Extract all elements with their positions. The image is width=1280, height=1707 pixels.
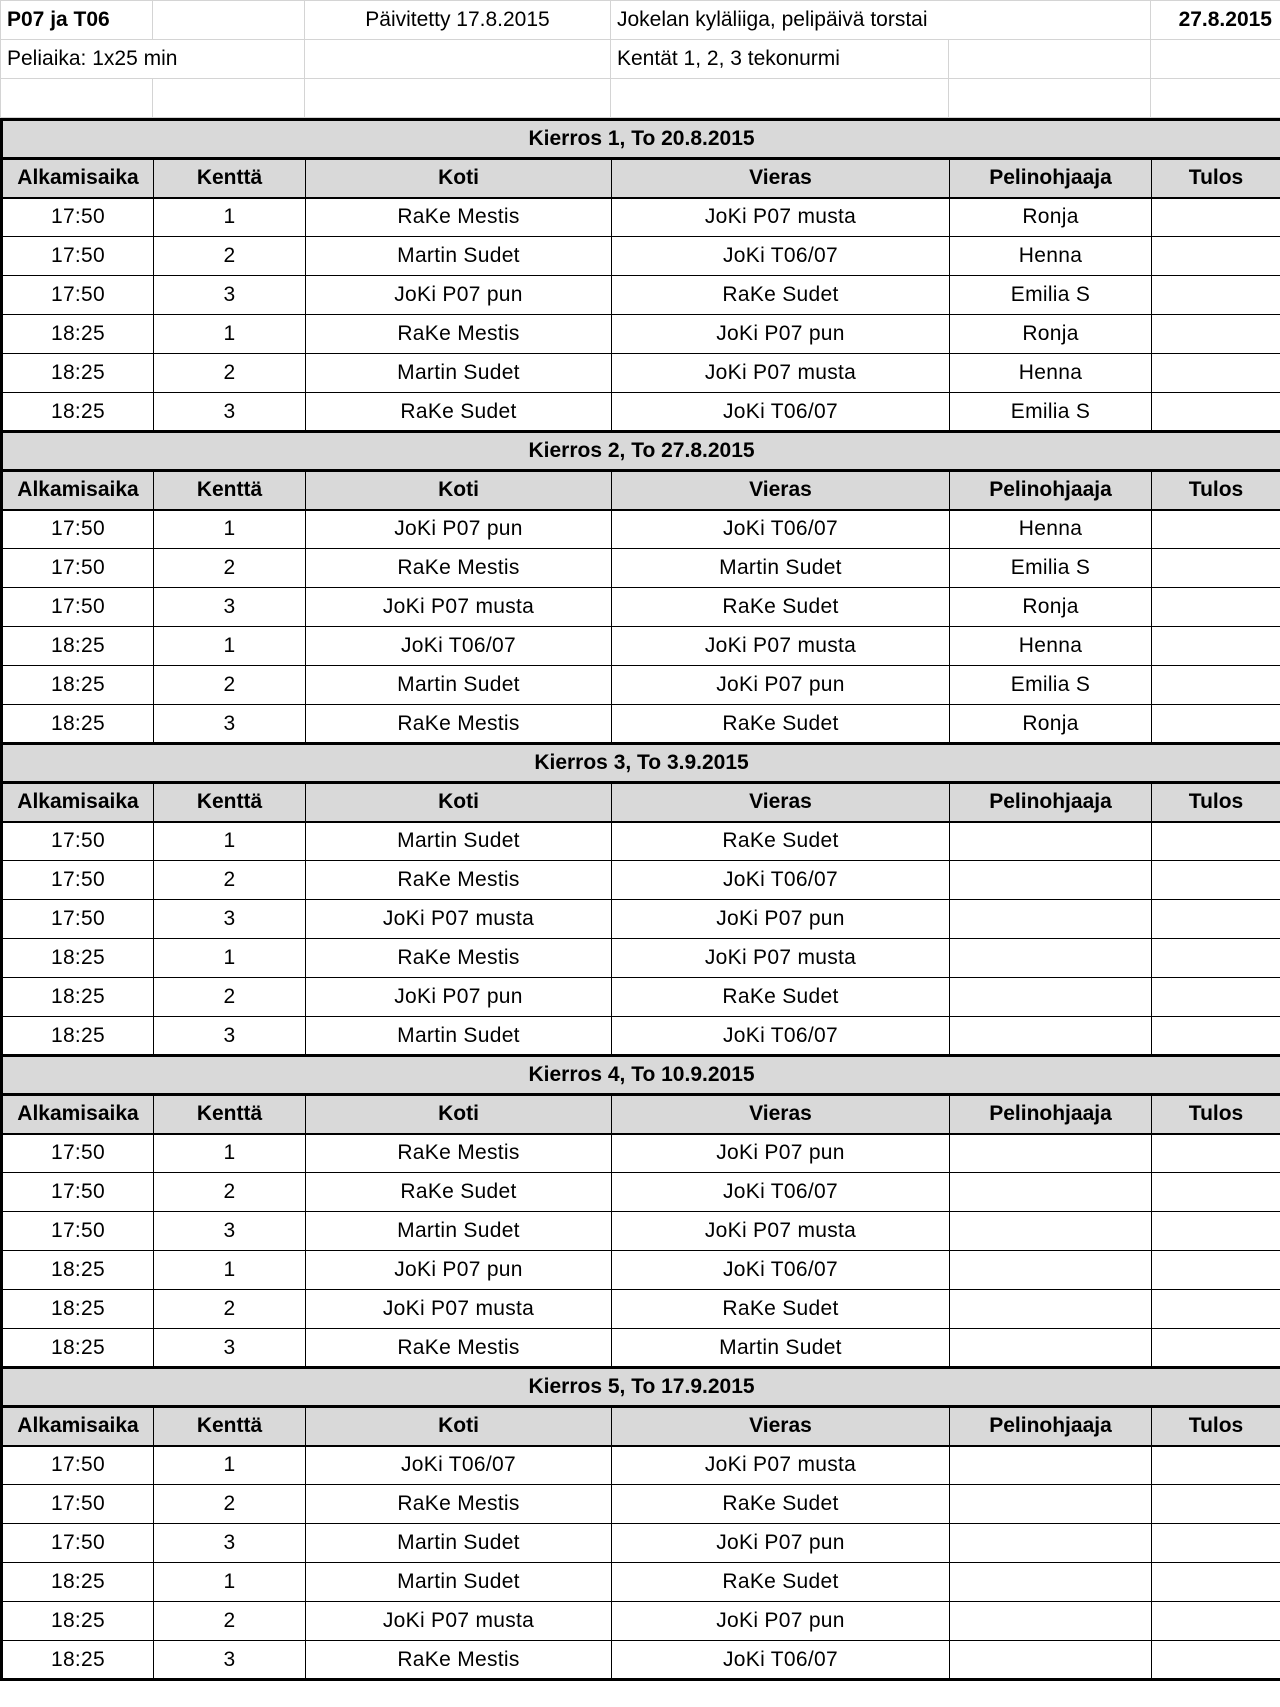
referee-cell[interactable] <box>950 1212 1152 1251</box>
field-cell[interactable]: 2 <box>154 549 306 588</box>
game-row <box>2 276 1280 315</box>
field-cell[interactable]: 3 <box>154 1329 306 1368</box>
referee-cell[interactable] <box>950 1329 1152 1368</box>
home-team-cell[interactable]: RaKe Mestis <box>306 939 612 978</box>
result-cell[interactable] <box>1152 276 1280 315</box>
fields-info[interactable]: Kentät 1, 2, 3 tekonurmi <box>611 40 949 79</box>
game-row <box>2 549 1280 588</box>
column-header-row <box>2 471 1280 510</box>
game-row <box>2 861 1280 900</box>
result-cell[interactable] <box>1152 1134 1280 1173</box>
referee-cell[interactable] <box>950 1134 1152 1173</box>
game-row <box>2 315 1280 354</box>
field-cell[interactable]: 2 <box>154 1290 306 1329</box>
column-header-start-time[interactable]: Alkamisaika <box>2 471 154 510</box>
empty-cell[interactable] <box>1 79 153 118</box>
start-time-cell[interactable]: 17:50 <box>2 1524 154 1563</box>
away-team-cell[interactable]: RaKe Sudet <box>612 978 950 1017</box>
column-header-home[interactable]: Koti <box>306 159 612 198</box>
game-row <box>2 354 1280 393</box>
start-time-cell[interactable]: 18:25 <box>2 1329 154 1368</box>
start-time-cell[interactable]: 18:25 <box>2 1602 154 1641</box>
away-team-cell[interactable]: JoKi T06/07 <box>612 1173 950 1212</box>
round-title-row <box>2 1368 1280 1407</box>
home-team-cell[interactable]: JoKi P07 musta <box>306 1290 612 1329</box>
referee-cell[interactable] <box>950 1641 1152 1680</box>
away-team-cell[interactable]: JoKi P07 musta <box>612 1212 950 1251</box>
column-header-referee[interactable]: Pelinohjaaja <box>950 783 1152 822</box>
round-title[interactable]: Kierros 5, To 17.9.2015 <box>2 1368 1280 1407</box>
column-header-result[interactable]: Tulos <box>1152 471 1280 510</box>
column-header-field[interactable]: Kenttä <box>154 1407 306 1446</box>
game-row <box>2 1290 1280 1329</box>
start-time-cell[interactable]: 17:50 <box>2 510 154 549</box>
result-cell[interactable] <box>1152 1524 1280 1563</box>
game-row <box>2 393 1280 432</box>
empty-cell[interactable] <box>1151 79 1280 118</box>
start-time-cell[interactable]: 18:25 <box>2 705 154 744</box>
referee-cell[interactable] <box>950 1173 1152 1212</box>
referee-cell[interactable] <box>950 1485 1152 1524</box>
header-row-1 <box>1 1 1280 40</box>
home-team-cell[interactable]: RaKe Mestis <box>306 1641 612 1680</box>
game-row <box>2 627 1280 666</box>
home-team-cell[interactable]: RaKe Sudet <box>306 393 612 432</box>
field-cell[interactable]: 2 <box>154 861 306 900</box>
away-team-cell[interactable]: JoKi T06/07 <box>612 1017 950 1056</box>
start-time-cell[interactable]: 17:50 <box>2 1485 154 1524</box>
home-team-cell[interactable]: RaKe Mestis <box>306 861 612 900</box>
home-team-cell[interactable]: JoKi P07 musta <box>306 588 612 627</box>
result-cell[interactable] <box>1152 1641 1280 1680</box>
start-time-cell[interactable]: 18:25 <box>2 354 154 393</box>
game-row <box>2 822 1280 861</box>
column-header-start-time[interactable]: Alkamisaika <box>2 1407 154 1446</box>
column-header-row <box>2 1095 1280 1134</box>
column-header-field[interactable]: Kenttä <box>154 159 306 198</box>
column-header-away[interactable]: Vieras <box>612 1095 950 1134</box>
referee-cell[interactable] <box>950 900 1152 939</box>
result-cell[interactable] <box>1152 627 1280 666</box>
away-team-cell[interactable]: JoKi P07 pun <box>612 1134 950 1173</box>
start-time-cell[interactable]: 18:25 <box>2 393 154 432</box>
result-cell[interactable] <box>1152 1446 1280 1485</box>
referee-cell[interactable] <box>950 1290 1152 1329</box>
start-time-cell[interactable]: 17:50 <box>2 1212 154 1251</box>
away-team-cell[interactable]: JoKi P07 musta <box>612 198 950 237</box>
away-team-cell[interactable]: RaKe Sudet <box>612 1290 950 1329</box>
field-cell[interactable]: 1 <box>154 1563 306 1602</box>
result-cell[interactable] <box>1152 549 1280 588</box>
empty-cell[interactable] <box>153 1 305 40</box>
field-cell[interactable]: 3 <box>154 588 306 627</box>
game-row <box>2 939 1280 978</box>
away-team-cell[interactable]: RaKe Sudet <box>612 276 950 315</box>
away-team-cell[interactable]: RaKe Sudet <box>612 1563 950 1602</box>
result-cell[interactable] <box>1152 1602 1280 1641</box>
referee-cell[interactable]: Ronja <box>950 705 1152 744</box>
away-team-cell[interactable]: RaKe Sudet <box>612 705 950 744</box>
column-header-home[interactable]: Koti <box>306 471 612 510</box>
field-cell[interactable]: 1 <box>154 822 306 861</box>
column-header-referee[interactable]: Pelinohjaaja <box>950 1095 1152 1134</box>
column-header-result[interactable]: Tulos <box>1152 1407 1280 1446</box>
field-cell[interactable]: 3 <box>154 1641 306 1680</box>
away-team-cell[interactable]: Martin Sudet <box>612 1329 950 1368</box>
referee-cell[interactable]: Emilia S <box>950 393 1152 432</box>
referee-cell[interactable]: Emilia S <box>950 549 1152 588</box>
field-cell[interactable]: 3 <box>154 1017 306 1056</box>
home-team-cell[interactable]: Martin Sudet <box>306 1212 612 1251</box>
game-row <box>2 900 1280 939</box>
empty-cell[interactable] <box>949 79 1151 118</box>
home-team-cell[interactable]: Martin Sudet <box>306 237 612 276</box>
empty-cell[interactable] <box>305 40 611 79</box>
away-team-cell[interactable]: JoKi P07 pun <box>612 1524 950 1563</box>
start-time-cell[interactable]: 18:25 <box>2 1290 154 1329</box>
start-time-cell[interactable]: 17:50 <box>2 549 154 588</box>
schedule-body <box>2 120 1280 1680</box>
home-team-cell[interactable]: JoKi P07 pun <box>306 978 612 1017</box>
field-cell[interactable]: 2 <box>154 978 306 1017</box>
start-time-cell[interactable]: 17:50 <box>2 588 154 627</box>
result-cell[interactable] <box>1152 588 1280 627</box>
referee-cell[interactable] <box>950 1017 1152 1056</box>
field-cell[interactable]: 1 <box>154 510 306 549</box>
field-cell[interactable]: 1 <box>154 315 306 354</box>
game-row <box>2 1173 1280 1212</box>
away-team-cell[interactable]: JoKi T06/07 <box>612 393 950 432</box>
column-header-start-time[interactable]: Alkamisaika <box>2 783 154 822</box>
column-header-field[interactable]: Kenttä <box>154 783 306 822</box>
result-cell[interactable] <box>1152 939 1280 978</box>
field-cell[interactable]: 2 <box>154 354 306 393</box>
start-time-cell[interactable]: 17:50 <box>2 237 154 276</box>
field-cell[interactable]: 1 <box>154 939 306 978</box>
game-row <box>2 1446 1280 1485</box>
referee-cell[interactable]: Ronja <box>950 315 1152 354</box>
header-row-3 <box>1 79 1280 118</box>
home-team-cell[interactable]: RaKe Mestis <box>306 315 612 354</box>
home-team-cell[interactable]: RaKe Mestis <box>306 1329 612 1368</box>
result-cell[interactable] <box>1152 1485 1280 1524</box>
home-team-cell[interactable]: JoKi P07 pun <box>306 1251 612 1290</box>
game-row <box>2 588 1280 627</box>
referee-cell[interactable] <box>950 978 1152 1017</box>
away-team-cell[interactable]: JoKi T06/07 <box>612 1251 950 1290</box>
result-cell[interactable] <box>1152 822 1280 861</box>
round-title[interactable]: Kierros 2, To 27.8.2015 <box>2 432 1280 471</box>
game-row <box>2 1524 1280 1563</box>
result-cell[interactable] <box>1152 393 1280 432</box>
away-team-cell[interactable]: JoKi P07 pun <box>612 1602 950 1641</box>
column-header-referee[interactable]: Pelinohjaaja <box>950 1407 1152 1446</box>
header-table <box>0 0 1280 118</box>
column-header-referee[interactable]: Pelinohjaaja <box>950 471 1152 510</box>
start-time-cell[interactable]: 17:50 <box>2 276 154 315</box>
referee-cell[interactable]: Henna <box>950 627 1152 666</box>
referee-cell[interactable]: Emilia S <box>950 276 1152 315</box>
away-team-cell[interactable]: RaKe Sudet <box>612 1485 950 1524</box>
away-team-cell[interactable]: JoKi T06/07 <box>612 1641 950 1680</box>
start-time-cell[interactable]: 18:25 <box>2 315 154 354</box>
home-team-cell[interactable]: JoKi T06/07 <box>306 627 612 666</box>
result-cell[interactable] <box>1152 1017 1280 1056</box>
home-team-cell[interactable]: Martin Sudet <box>306 666 612 705</box>
field-cell[interactable]: 3 <box>154 1524 306 1563</box>
empty-cell[interactable] <box>611 79 949 118</box>
away-team-cell[interactable]: JoKi P07 pun <box>612 315 950 354</box>
field-cell[interactable]: 2 <box>154 1602 306 1641</box>
result-cell[interactable] <box>1152 861 1280 900</box>
field-cell[interactable]: 3 <box>154 393 306 432</box>
updated-date[interactable]: Päivitetty 17.8.2015 <box>305 1 611 40</box>
game-row <box>2 705 1280 744</box>
start-time-cell[interactable]: 17:50 <box>2 822 154 861</box>
referee-cell[interactable]: Henna <box>950 510 1152 549</box>
home-team-cell[interactable]: RaKe Mestis <box>306 549 612 588</box>
result-cell[interactable] <box>1152 1173 1280 1212</box>
result-cell[interactable] <box>1152 315 1280 354</box>
field-cell[interactable]: 2 <box>154 1485 306 1524</box>
game-row <box>2 198 1280 237</box>
league-title[interactable]: Jokelan kyläliiga, pelipäivä torstai <box>611 1 1151 40</box>
column-header-result[interactable]: Tulos <box>1152 783 1280 822</box>
game-row <box>2 1212 1280 1251</box>
referee-cell[interactable]: Henna <box>950 354 1152 393</box>
start-time-cell[interactable]: 17:50 <box>2 1173 154 1212</box>
referee-cell[interactable]: Emilia S <box>950 666 1152 705</box>
field-cell[interactable]: 3 <box>154 276 306 315</box>
field-cell[interactable]: 1 <box>154 627 306 666</box>
column-header-home[interactable]: Koti <box>306 1407 612 1446</box>
away-team-cell[interactable]: RaKe Sudet <box>612 588 950 627</box>
empty-cell[interactable] <box>949 40 1151 79</box>
away-team-cell[interactable]: JoKi T06/07 <box>612 510 950 549</box>
result-cell[interactable] <box>1152 237 1280 276</box>
referee-cell[interactable] <box>950 822 1152 861</box>
result-cell[interactable] <box>1152 705 1280 744</box>
column-header-referee[interactable]: Pelinohjaaja <box>950 159 1152 198</box>
game-row <box>2 1134 1280 1173</box>
home-team-cell[interactable]: JoKi P07 pun <box>306 510 612 549</box>
column-header-field[interactable]: Kenttä <box>154 471 306 510</box>
home-team-cell[interactable]: Martin Sudet <box>306 822 612 861</box>
field-cell[interactable]: 2 <box>154 237 306 276</box>
home-team-cell[interactable]: Martin Sudet <box>306 1563 612 1602</box>
column-header-row <box>2 783 1280 822</box>
away-team-cell[interactable]: JoKi P07 musta <box>612 939 950 978</box>
start-time-cell[interactable]: 17:50 <box>2 198 154 237</box>
home-team-cell[interactable]: JoKi P07 musta <box>306 1602 612 1641</box>
column-header-home[interactable]: Koti <box>306 1095 612 1134</box>
game-row <box>2 510 1280 549</box>
home-team-cell[interactable]: RaKe Sudet <box>306 1173 612 1212</box>
round-title-row <box>2 744 1280 783</box>
referee-cell[interactable] <box>950 1446 1152 1485</box>
away-team-cell[interactable]: JoKi P07 pun <box>612 900 950 939</box>
game-row <box>2 1251 1280 1290</box>
result-cell[interactable] <box>1152 1251 1280 1290</box>
start-time-cell[interactable]: 18:25 <box>2 1017 154 1056</box>
field-cell[interactable]: 2 <box>154 666 306 705</box>
away-team-cell[interactable]: JoKi P07 musta <box>612 1446 950 1485</box>
column-header-away[interactable]: Vieras <box>612 1407 950 1446</box>
result-cell[interactable] <box>1152 1290 1280 1329</box>
result-cell[interactable] <box>1152 900 1280 939</box>
field-cell[interactable]: 3 <box>154 705 306 744</box>
start-time-cell[interactable]: 18:25 <box>2 627 154 666</box>
result-cell[interactable] <box>1152 978 1280 1017</box>
home-team-cell[interactable]: JoKi P07 musta <box>306 900 612 939</box>
empty-cell[interactable] <box>1151 40 1280 79</box>
empty-cell[interactable] <box>153 79 305 118</box>
round-title-row <box>2 432 1280 471</box>
game-row <box>2 237 1280 276</box>
round-title[interactable]: Kierros 4, To 10.9.2015 <box>2 1056 1280 1095</box>
referee-cell[interactable]: Ronja <box>950 588 1152 627</box>
start-time-cell[interactable]: 17:50 <box>2 1446 154 1485</box>
game-row <box>2 1485 1280 1524</box>
column-header-result[interactable]: Tulos <box>1152 159 1280 198</box>
round-title-row <box>2 1056 1280 1095</box>
game-row <box>2 1602 1280 1641</box>
away-team-cell[interactable]: Martin Sudet <box>612 549 950 588</box>
field-cell[interactable]: 1 <box>154 1446 306 1485</box>
column-header-start-time[interactable]: Alkamisaika <box>2 159 154 198</box>
referee-cell[interactable]: Henna <box>950 237 1152 276</box>
home-team-cell[interactable]: Martin Sudet <box>306 1017 612 1056</box>
start-time-cell[interactable]: 18:25 <box>2 1251 154 1290</box>
result-cell[interactable] <box>1152 198 1280 237</box>
game-row <box>2 1329 1280 1368</box>
field-cell[interactable]: 1 <box>154 1134 306 1173</box>
away-team-cell[interactable]: RaKe Sudet <box>612 822 950 861</box>
referee-cell[interactable] <box>950 1563 1152 1602</box>
game-row <box>2 1017 1280 1056</box>
schedule-table <box>0 118 1280 1681</box>
round-title[interactable]: Kierros 1, To 20.8.2015 <box>2 120 1280 159</box>
column-header-start-time[interactable]: Alkamisaika <box>2 1095 154 1134</box>
start-time-cell[interactable]: 17:50 <box>2 900 154 939</box>
result-cell[interactable] <box>1152 1212 1280 1251</box>
referee-cell[interactable] <box>950 939 1152 978</box>
group-title[interactable]: P07 ja T06 <box>1 1 153 40</box>
away-team-cell[interactable]: JoKi P07 musta <box>612 354 950 393</box>
column-header-away[interactable]: Vieras <box>612 471 950 510</box>
home-team-cell[interactable]: JoKi T06/07 <box>306 1446 612 1485</box>
result-cell[interactable] <box>1152 354 1280 393</box>
empty-cell[interactable] <box>305 79 611 118</box>
away-team-cell[interactable]: JoKi T06/07 <box>612 237 950 276</box>
away-team-cell[interactable]: JoKi P07 musta <box>612 627 950 666</box>
column-header-field[interactable]: Kenttä <box>154 1095 306 1134</box>
round-title-row <box>2 120 1280 159</box>
referee-cell[interactable] <box>950 1251 1152 1290</box>
referee-cell[interactable] <box>950 861 1152 900</box>
result-cell[interactable] <box>1152 1563 1280 1602</box>
game-row <box>2 1641 1280 1680</box>
header-row-2 <box>1 40 1280 79</box>
game-row <box>2 666 1280 705</box>
game-date[interactable]: 27.8.2015 <box>1151 1 1280 40</box>
home-team-cell[interactable]: RaKe Mestis <box>306 1485 612 1524</box>
start-time-cell[interactable]: 18:25 <box>2 1563 154 1602</box>
referee-cell[interactable] <box>950 1602 1152 1641</box>
field-cell[interactable]: 3 <box>154 900 306 939</box>
round-title[interactable]: Kierros 3, To 3.9.2015 <box>2 744 1280 783</box>
column-header-row <box>2 159 1280 198</box>
column-header-result[interactable]: Tulos <box>1152 1095 1280 1134</box>
column-header-away[interactable]: Vieras <box>612 783 950 822</box>
field-cell[interactable]: 1 <box>154 1251 306 1290</box>
result-cell[interactable] <box>1152 1329 1280 1368</box>
column-header-row <box>2 1407 1280 1446</box>
start-time-cell[interactable]: 18:25 <box>2 939 154 978</box>
field-cell[interactable]: 3 <box>154 1212 306 1251</box>
start-time-cell[interactable]: 18:25 <box>2 1641 154 1680</box>
home-team-cell[interactable]: JoKi P07 pun <box>306 276 612 315</box>
referee-cell[interactable] <box>950 1524 1152 1563</box>
away-team-cell[interactable]: JoKi P07 pun <box>612 666 950 705</box>
column-header-away[interactable]: Vieras <box>612 159 950 198</box>
start-time-cell[interactable]: 17:50 <box>2 1134 154 1173</box>
playtime[interactable]: Peliaika: 1x25 min <box>1 40 305 79</box>
start-time-cell[interactable]: 17:50 <box>2 861 154 900</box>
field-cell[interactable]: 2 <box>154 1173 306 1212</box>
start-time-cell[interactable]: 18:25 <box>2 978 154 1017</box>
game-row <box>2 978 1280 1017</box>
start-time-cell[interactable]: 18:25 <box>2 666 154 705</box>
result-cell[interactable] <box>1152 666 1280 705</box>
home-team-cell[interactable]: Martin Sudet <box>306 1524 612 1563</box>
field-cell[interactable]: 1 <box>154 198 306 237</box>
away-team-cell[interactable]: JoKi T06/07 <box>612 861 950 900</box>
home-team-cell[interactable]: RaKe Mestis <box>306 705 612 744</box>
home-team-cell[interactable]: Martin Sudet <box>306 354 612 393</box>
column-header-home[interactable]: Koti <box>306 783 612 822</box>
referee-cell[interactable]: Ronja <box>950 198 1152 237</box>
home-team-cell[interactable]: RaKe Mestis <box>306 198 612 237</box>
home-team-cell[interactable]: RaKe Mestis <box>306 1134 612 1173</box>
game-row <box>2 1563 1280 1602</box>
result-cell[interactable] <box>1152 510 1280 549</box>
